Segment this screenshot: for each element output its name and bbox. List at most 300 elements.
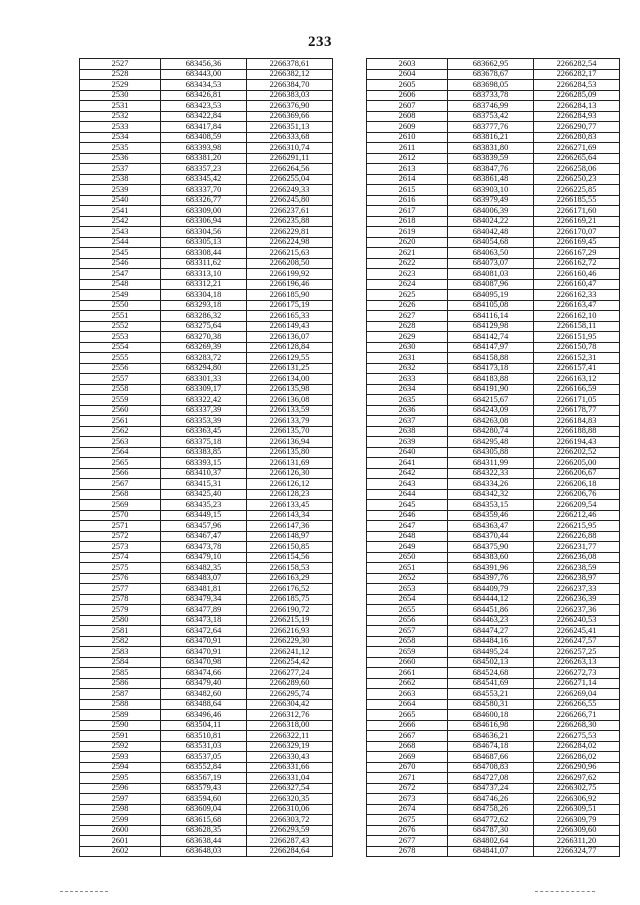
y-coordinate-cell: 2266263,13 xyxy=(534,657,620,668)
x-coordinate-cell: 683470,98 xyxy=(161,657,247,668)
y-coordinate-cell: 2266383,03 xyxy=(247,90,333,101)
x-coordinate-cell: 683423,53 xyxy=(161,101,247,112)
table-row xyxy=(80,395,333,406)
y-coordinate-cell: 2266284,13 xyxy=(534,101,620,112)
table-row xyxy=(367,342,620,353)
table-row xyxy=(80,783,333,794)
y-coordinate-cell: 2266237,36 xyxy=(534,605,620,616)
table-row xyxy=(367,468,620,479)
point-number-cell: 2609 xyxy=(367,122,448,133)
table-row xyxy=(80,311,333,322)
x-coordinate-cell: 684073,07 xyxy=(448,258,534,269)
table-row xyxy=(80,647,333,658)
point-number-cell: 2610 xyxy=(367,132,448,143)
x-coordinate-cell: 683473,18 xyxy=(161,615,247,626)
x-coordinate-cell: 684383,60 xyxy=(448,552,534,563)
x-coordinate-cell: 684095,19 xyxy=(448,290,534,301)
x-coordinate-cell: 683357,23 xyxy=(161,164,247,175)
table-row xyxy=(367,216,620,227)
point-number-cell: 2658 xyxy=(367,636,448,647)
y-coordinate-cell: 2266241,12 xyxy=(247,647,333,658)
x-coordinate-cell: 684391,96 xyxy=(448,563,534,574)
point-number-cell: 2593 xyxy=(80,752,161,763)
y-coordinate-cell: 2266291,11 xyxy=(247,153,333,164)
table-row xyxy=(80,731,333,742)
point-number-cell: 2531 xyxy=(80,101,161,112)
table-row xyxy=(367,689,620,700)
table-row xyxy=(80,699,333,710)
y-coordinate-cell: 2266310,74 xyxy=(247,143,333,154)
x-coordinate-cell: 683275,64 xyxy=(161,321,247,332)
y-coordinate-cell: 2266250,23 xyxy=(534,174,620,185)
y-coordinate-cell: 2266312,76 xyxy=(247,710,333,721)
y-coordinate-cell: 2266271,14 xyxy=(534,678,620,689)
x-coordinate-cell: 683979,49 xyxy=(448,195,534,206)
table-row xyxy=(367,794,620,805)
y-coordinate-cell: 2266235,88 xyxy=(247,216,333,227)
table-row xyxy=(367,752,620,763)
point-number-cell: 2584 xyxy=(80,657,161,668)
x-coordinate-cell: 684342,32 xyxy=(448,489,534,500)
y-coordinate-cell: 2266135,70 xyxy=(247,426,333,437)
table-row xyxy=(80,542,333,553)
y-coordinate-cell: 2266236,39 xyxy=(534,594,620,605)
point-number-cell: 2606 xyxy=(367,90,448,101)
x-coordinate-cell: 684129,98 xyxy=(448,321,534,332)
x-coordinate-cell: 684042,48 xyxy=(448,227,534,238)
y-coordinate-cell: 2266163,12 xyxy=(534,374,620,385)
point-number-cell: 2598 xyxy=(80,804,161,815)
point-number-cell: 2657 xyxy=(367,626,448,637)
x-coordinate-cell: 683322,42 xyxy=(161,395,247,406)
x-coordinate-cell: 684397,76 xyxy=(448,573,534,584)
x-coordinate-cell: 683488,64 xyxy=(161,699,247,710)
table-row xyxy=(80,405,333,416)
point-number-cell: 2589 xyxy=(80,710,161,721)
point-number-cell: 2578 xyxy=(80,594,161,605)
x-coordinate-cell: 683609,04 xyxy=(161,804,247,815)
table-row xyxy=(80,668,333,679)
table-row xyxy=(80,605,333,616)
point-number-cell: 2614 xyxy=(367,174,448,185)
table-row xyxy=(367,479,620,490)
table-row xyxy=(80,710,333,721)
y-coordinate-cell: 2266249,33 xyxy=(247,185,333,196)
x-coordinate-cell: 683903,10 xyxy=(448,185,534,196)
table-row xyxy=(367,353,620,364)
y-coordinate-cell: 2266287,43 xyxy=(247,836,333,847)
table-row xyxy=(80,363,333,374)
x-coordinate-cell: 684444,12 xyxy=(448,594,534,605)
table-row xyxy=(367,332,620,343)
page-number: 233 xyxy=(308,34,332,50)
y-coordinate-cell: 2266163,29 xyxy=(247,573,333,584)
y-coordinate-cell: 2266376,90 xyxy=(247,101,333,112)
x-coordinate-cell: 683353,39 xyxy=(161,416,247,427)
table-row xyxy=(80,636,333,647)
table-row xyxy=(80,489,333,500)
y-coordinate-cell: 2266206,18 xyxy=(534,479,620,490)
x-coordinate-cell: 684841,07 xyxy=(448,846,534,857)
point-number-cell: 2653 xyxy=(367,584,448,595)
x-coordinate-cell: 684305,88 xyxy=(448,447,534,458)
point-number-cell: 2553 xyxy=(80,332,161,343)
table-row xyxy=(80,143,333,154)
table-row xyxy=(367,804,620,815)
point-number-cell: 2533 xyxy=(80,122,161,133)
point-number-cell: 2572 xyxy=(80,531,161,542)
y-coordinate-cell: 2266129,55 xyxy=(247,353,333,364)
point-number-cell: 2666 xyxy=(367,720,448,731)
y-coordinate-cell: 2266215,19 xyxy=(247,615,333,626)
point-number-cell: 2655 xyxy=(367,605,448,616)
point-number-cell: 2665 xyxy=(367,710,448,721)
point-number-cell: 2596 xyxy=(80,783,161,794)
point-number-cell: 2612 xyxy=(367,153,448,164)
x-coordinate-cell: 684600,18 xyxy=(448,710,534,721)
table-row xyxy=(367,636,620,647)
x-coordinate-cell: 684243,09 xyxy=(448,405,534,416)
x-coordinate-cell: 683648,03 xyxy=(161,846,247,857)
point-number-cell: 2548 xyxy=(80,279,161,290)
x-coordinate-cell: 683777,76 xyxy=(448,122,534,133)
y-coordinate-cell: 2266284,93 xyxy=(534,111,620,122)
x-coordinate-cell: 683443,00 xyxy=(161,69,247,80)
x-coordinate-cell: 684116,14 xyxy=(448,311,534,322)
point-number-cell: 2599 xyxy=(80,815,161,826)
table-row xyxy=(367,741,620,752)
table-row xyxy=(80,426,333,437)
y-coordinate-cell: 2266303,72 xyxy=(247,815,333,826)
point-number-cell: 2621 xyxy=(367,248,448,259)
x-coordinate-cell: 683269,39 xyxy=(161,342,247,353)
point-number-cell: 2636 xyxy=(367,405,448,416)
point-number-cell: 2672 xyxy=(367,783,448,794)
point-number-cell: 2602 xyxy=(80,846,161,857)
table-row xyxy=(80,279,333,290)
y-coordinate-cell: 2266290,96 xyxy=(534,762,620,773)
x-coordinate-cell: 684359,46 xyxy=(448,510,534,521)
y-coordinate-cell: 2266143,34 xyxy=(247,510,333,521)
point-number-cell: 2541 xyxy=(80,206,161,217)
y-coordinate-cell: 2266184,83 xyxy=(534,416,620,427)
y-coordinate-cell: 2266199,92 xyxy=(247,269,333,280)
x-coordinate-cell: 684616,98 xyxy=(448,720,534,731)
x-coordinate-cell: 684295,48 xyxy=(448,437,534,448)
table-row xyxy=(367,815,620,826)
x-coordinate-cell: 684142,74 xyxy=(448,332,534,343)
table-row xyxy=(80,615,333,626)
y-coordinate-cell: 2266284,53 xyxy=(534,80,620,91)
table-row xyxy=(367,321,620,332)
point-number-cell: 2622 xyxy=(367,258,448,269)
point-number-cell: 2639 xyxy=(367,437,448,448)
x-coordinate-cell: 684375,90 xyxy=(448,542,534,553)
point-number-cell: 2601 xyxy=(80,836,161,847)
point-number-cell: 2562 xyxy=(80,426,161,437)
table-row xyxy=(367,573,620,584)
point-number-cell: 2630 xyxy=(367,342,448,353)
point-number-cell: 2563 xyxy=(80,437,161,448)
point-number-cell: 2534 xyxy=(80,132,161,143)
table-row xyxy=(80,269,333,280)
x-coordinate-cell: 684687,66 xyxy=(448,752,534,763)
y-coordinate-cell: 2266128,84 xyxy=(247,342,333,353)
point-number-cell: 2587 xyxy=(80,689,161,700)
point-number-cell: 2581 xyxy=(80,626,161,637)
table-row xyxy=(367,762,620,773)
point-number-cell: 2624 xyxy=(367,279,448,290)
table-row xyxy=(367,825,620,836)
table-row xyxy=(80,531,333,542)
point-number-cell: 2561 xyxy=(80,416,161,427)
table-row xyxy=(80,678,333,689)
table-row xyxy=(367,710,620,721)
table-row xyxy=(80,584,333,595)
y-coordinate-cell: 2266171,05 xyxy=(534,395,620,406)
point-number-cell: 2643 xyxy=(367,479,448,490)
x-coordinate-cell: 684087,96 xyxy=(448,279,534,290)
y-coordinate-cell: 2266160,46 xyxy=(534,269,620,280)
point-number-cell: 2644 xyxy=(367,489,448,500)
table-row xyxy=(80,122,333,133)
table-row xyxy=(80,195,333,206)
y-coordinate-cell: 2266128,23 xyxy=(247,489,333,500)
point-number-cell: 2579 xyxy=(80,605,161,616)
x-coordinate-cell: 683309,17 xyxy=(161,384,247,395)
y-coordinate-cell: 2266237,61 xyxy=(247,206,333,217)
x-coordinate-cell: 683504,11 xyxy=(161,720,247,731)
table-row xyxy=(80,552,333,563)
y-coordinate-cell: 2266293,59 xyxy=(247,825,333,836)
table-row xyxy=(367,678,620,689)
table-row xyxy=(80,258,333,269)
y-coordinate-cell: 2266205,00 xyxy=(534,458,620,469)
y-coordinate-cell: 2266311,20 xyxy=(534,836,620,847)
y-coordinate-cell: 2266162,33 xyxy=(534,290,620,301)
x-coordinate-cell: 684541,69 xyxy=(448,678,534,689)
table-row xyxy=(367,101,620,112)
table-row xyxy=(367,185,620,196)
table-row xyxy=(367,153,620,164)
table-row xyxy=(80,300,333,311)
y-coordinate-cell: 2266320,35 xyxy=(247,794,333,805)
table-row xyxy=(367,59,620,70)
table-row xyxy=(367,363,620,374)
y-coordinate-cell: 2266318,00 xyxy=(247,720,333,731)
y-coordinate-cell: 2266238,59 xyxy=(534,563,620,574)
x-coordinate-cell: 683615,68 xyxy=(161,815,247,826)
y-coordinate-cell: 2266126,30 xyxy=(247,468,333,479)
table-row xyxy=(80,836,333,847)
table-row xyxy=(367,237,620,248)
table-row xyxy=(367,521,620,532)
x-coordinate-cell: 684054,68 xyxy=(448,237,534,248)
x-coordinate-cell: 683479,10 xyxy=(161,552,247,563)
point-number-cell: 2555 xyxy=(80,353,161,364)
point-number-cell: 2570 xyxy=(80,510,161,521)
table-row xyxy=(80,689,333,700)
point-number-cell: 2537 xyxy=(80,164,161,175)
table-row xyxy=(367,552,620,563)
x-coordinate-cell: 684674,18 xyxy=(448,741,534,752)
point-number-cell: 2620 xyxy=(367,237,448,248)
y-coordinate-cell: 2266302,75 xyxy=(534,783,620,794)
table-row xyxy=(367,290,620,301)
x-coordinate-cell: 684474,27 xyxy=(448,626,534,637)
point-number-cell: 2582 xyxy=(80,636,161,647)
point-number-cell: 2586 xyxy=(80,678,161,689)
table-row xyxy=(367,426,620,437)
x-coordinate-cell: 684280,74 xyxy=(448,426,534,437)
point-number-cell: 2645 xyxy=(367,500,448,511)
table-row xyxy=(367,615,620,626)
point-number-cell: 2663 xyxy=(367,689,448,700)
table-row xyxy=(367,563,620,574)
table-row xyxy=(80,384,333,395)
table-row xyxy=(80,90,333,101)
y-coordinate-cell: 2266162,72 xyxy=(534,258,620,269)
y-coordinate-cell: 2266136,08 xyxy=(247,395,333,406)
y-coordinate-cell: 2266185,90 xyxy=(247,290,333,301)
point-number-cell: 2641 xyxy=(367,458,448,469)
point-number-cell: 2564 xyxy=(80,447,161,458)
point-number-cell: 2637 xyxy=(367,416,448,427)
x-coordinate-cell: 683393,15 xyxy=(161,458,247,469)
x-coordinate-cell: 684737,24 xyxy=(448,783,534,794)
y-coordinate-cell: 2266148,97 xyxy=(247,531,333,542)
table-row xyxy=(367,500,620,511)
x-coordinate-cell: 684158,88 xyxy=(448,353,534,364)
x-coordinate-cell: 683422,84 xyxy=(161,111,247,122)
y-coordinate-cell: 2266290,77 xyxy=(534,122,620,133)
x-coordinate-cell: 684311,99 xyxy=(448,458,534,469)
x-coordinate-cell: 683537,05 xyxy=(161,752,247,763)
x-coordinate-cell: 683594,60 xyxy=(161,794,247,805)
y-coordinate-cell: 2266163,47 xyxy=(534,300,620,311)
x-coordinate-cell: 683304,18 xyxy=(161,290,247,301)
y-coordinate-cell: 2266330,43 xyxy=(247,752,333,763)
table-row xyxy=(367,531,620,542)
coordinates-table-left xyxy=(79,58,333,857)
table-row xyxy=(80,59,333,70)
point-number-cell: 2676 xyxy=(367,825,448,836)
y-coordinate-cell: 2266185,75 xyxy=(247,594,333,605)
y-coordinate-cell: 2266264,56 xyxy=(247,164,333,175)
x-coordinate-cell: 683383,85 xyxy=(161,447,247,458)
x-coordinate-cell: 683552,84 xyxy=(161,762,247,773)
point-number-cell: 2547 xyxy=(80,269,161,280)
y-coordinate-cell: 2266136,07 xyxy=(247,332,333,343)
table-row xyxy=(367,384,620,395)
y-coordinate-cell: 2266277,24 xyxy=(247,668,333,679)
table-row xyxy=(367,269,620,280)
table-row xyxy=(80,237,333,248)
table-row xyxy=(80,479,333,490)
y-coordinate-cell: 2266194,43 xyxy=(534,437,620,448)
table-row xyxy=(80,153,333,164)
x-coordinate-cell: 683311,62 xyxy=(161,258,247,269)
table-row xyxy=(367,657,620,668)
table-row xyxy=(367,720,620,731)
y-coordinate-cell: 2266147,36 xyxy=(247,521,333,532)
point-number-cell: 2591 xyxy=(80,731,161,742)
point-number-cell: 2638 xyxy=(367,426,448,437)
x-coordinate-cell: 683472,64 xyxy=(161,626,247,637)
x-coordinate-cell: 684772,62 xyxy=(448,815,534,826)
y-coordinate-cell: 2266126,12 xyxy=(247,479,333,490)
y-coordinate-cell: 2266297,62 xyxy=(534,773,620,784)
point-number-cell: 2632 xyxy=(367,363,448,374)
x-coordinate-cell: 683415,31 xyxy=(161,479,247,490)
y-coordinate-cell: 2266236,08 xyxy=(534,552,620,563)
point-number-cell: 2670 xyxy=(367,762,448,773)
y-coordinate-cell: 2266185,55 xyxy=(534,195,620,206)
point-number-cell: 2559 xyxy=(80,395,161,406)
point-number-cell: 2671 xyxy=(367,773,448,784)
point-number-cell: 2546 xyxy=(80,258,161,269)
x-coordinate-cell: 684727,08 xyxy=(448,773,534,784)
x-coordinate-cell: 683496,46 xyxy=(161,710,247,721)
y-coordinate-cell: 2266289,60 xyxy=(247,678,333,689)
x-coordinate-cell: 683283,72 xyxy=(161,353,247,364)
x-coordinate-cell: 684363,47 xyxy=(448,521,534,532)
point-number-cell: 2569 xyxy=(80,500,161,511)
x-coordinate-cell: 683305,13 xyxy=(161,237,247,248)
table-row xyxy=(80,720,333,731)
point-number-cell: 2558 xyxy=(80,384,161,395)
x-coordinate-cell: 684636,21 xyxy=(448,731,534,742)
x-coordinate-cell: 683449,15 xyxy=(161,510,247,521)
table-row xyxy=(367,731,620,742)
x-coordinate-cell: 683579,43 xyxy=(161,783,247,794)
x-coordinate-cell: 683678,67 xyxy=(448,69,534,80)
table-row xyxy=(367,248,620,259)
x-coordinate-cell: 683470,91 xyxy=(161,647,247,658)
y-coordinate-cell: 2266382,12 xyxy=(247,69,333,80)
x-coordinate-cell: 684580,31 xyxy=(448,699,534,710)
y-coordinate-cell: 2266240,53 xyxy=(534,615,620,626)
table-row xyxy=(80,762,333,773)
table-row xyxy=(367,584,620,595)
table-row xyxy=(80,342,333,353)
y-coordinate-cell: 2266331,66 xyxy=(247,762,333,773)
x-coordinate-cell: 684147,97 xyxy=(448,342,534,353)
y-coordinate-cell: 2266304,42 xyxy=(247,699,333,710)
y-coordinate-cell: 2266158,11 xyxy=(534,321,620,332)
point-number-cell: 2535 xyxy=(80,143,161,154)
table-row xyxy=(367,80,620,91)
table-row xyxy=(367,699,620,710)
y-coordinate-cell: 2266333,68 xyxy=(247,132,333,143)
y-coordinate-cell: 2266329,19 xyxy=(247,741,333,752)
x-coordinate-cell: 683417,84 xyxy=(161,122,247,133)
point-number-cell: 2660 xyxy=(367,657,448,668)
x-coordinate-cell: 683662,95 xyxy=(448,59,534,70)
point-number-cell: 2554 xyxy=(80,342,161,353)
y-coordinate-cell: 2266284,02 xyxy=(534,741,620,752)
y-coordinate-cell: 2266384,70 xyxy=(247,80,333,91)
point-number-cell: 2661 xyxy=(367,668,448,679)
point-number-cell: 2605 xyxy=(367,80,448,91)
x-coordinate-cell: 684081,03 xyxy=(448,269,534,280)
y-coordinate-cell: 2266216,93 xyxy=(247,626,333,637)
y-coordinate-cell: 2266160,47 xyxy=(534,279,620,290)
table-row xyxy=(367,111,620,122)
point-number-cell: 2571 xyxy=(80,521,161,532)
y-coordinate-cell: 2266135,80 xyxy=(247,447,333,458)
y-coordinate-cell: 2266224,98 xyxy=(247,237,333,248)
